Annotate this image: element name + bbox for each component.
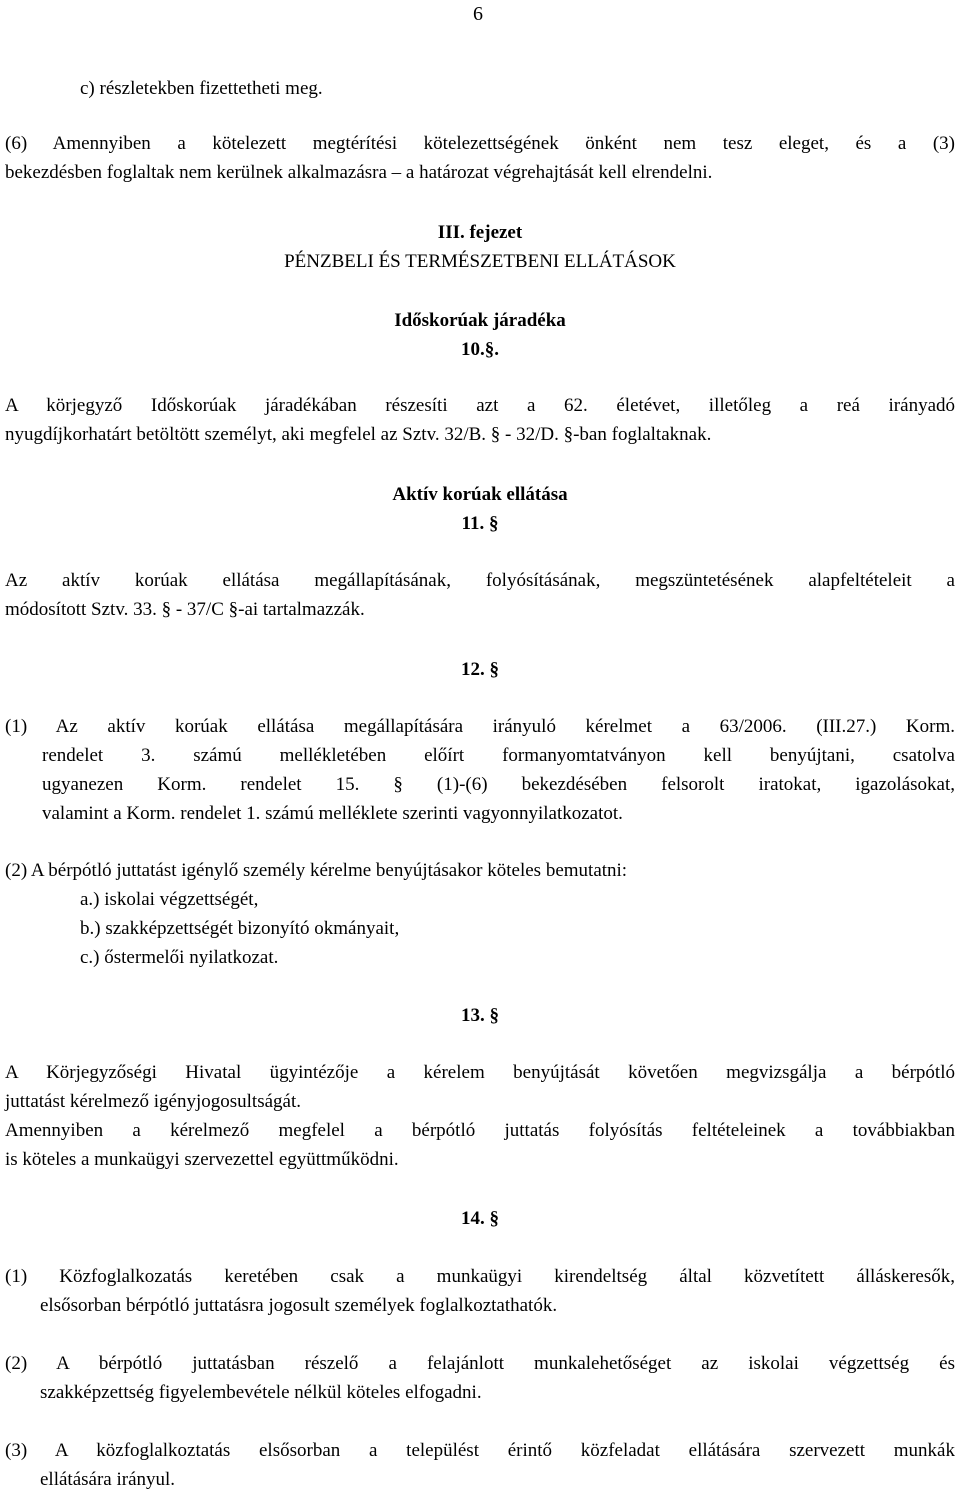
page-number: 6 — [473, 3, 483, 25]
paragraph-14-2-line-1: (2) A bérpótló juttatásban részelő a felajánlott munkalehetőséget az iskolai végzettség és — [5, 1353, 955, 1374]
paragraph-10-line-1: A körjegyző Időskorúak járadékában részesíti azt a 62. életévet, illetőleg a reá irányadó — [5, 395, 955, 416]
paragraph-12-2-item-c: c.) őstermelői nyilatkozat. — [80, 947, 279, 968]
paragraph-13-line-3: Amennyiben a kérelmező megfelel a bérpótló juttatás folyósítás feltételeinek a továbbiakban — [5, 1120, 955, 1141]
paragraph-14-1-line-2: elsősorban bérpótló juttatásra jogosult személyek foglalkoztathatók. — [40, 1295, 558, 1316]
paragraph-12-1-line-4: valamint a Korm. rendelet 1. számú melléklete szerinti vagyonnyilatkozatot. — [42, 803, 623, 824]
paragraph-number-14: 14. § — [461, 1208, 499, 1229]
paragraph-13-line-4: is köteles a munkaügyi szervezettel együttműködni. — [5, 1149, 399, 1170]
paragraph-number-11: 11. § — [461, 513, 499, 534]
paragraph-14-3-line-1: (3) A közfoglalkoztatás elsősorban a települést érintő közfeladat ellátására szervezett munkák — [5, 1440, 955, 1461]
chapter-number: III. fejezet — [437, 222, 523, 243]
paragraph-6-line-2: bekezdésben foglaltak nem kerülnek alkalmazásra – a határozat végrehajtását kell elrendelni. — [5, 162, 713, 183]
paragraph-14-1-line-1: (1) Közfoglalkozatás keretében csak a munkaügyi kirendeltség által közvetített álláskeresők, — [5, 1266, 955, 1287]
paragraph-14-2-line-2: szakképzettség figyelembevétele nélkül köteles elfogadni. — [40, 1382, 482, 1403]
paragraph-11-line-1: Az aktív korúak ellátása megállapításának, folyósításának, megszüntetésének alapfeltételeit a — [5, 570, 955, 591]
paragraph-number-12: 12. § — [461, 659, 499, 680]
paragraph-6-line-1: (6) Amennyiben a kötelezett megtérítési kötelezettségének önként nem tesz eleget, és a (3) — [5, 133, 955, 154]
paragraph-14-3-line-2: ellátására irányul. — [40, 1469, 176, 1490]
paragraph-10-line-2: nyugdíjkorhatárt betöltött személyt, aki megfelel az Sztv. 32/B. § - 32/D. §-ban foglaltaknak. — [5, 424, 712, 445]
paragraph-12-1-line-3: ugyanezen Korm. rendelet 15. § (1)-(6) bekezdésében felsorolt iratokat, igazolásokat, — [42, 774, 955, 795]
paragraph-11-line-2: módosított Sztv. 33. § - 37/C §-ai tartalmazzák. — [5, 599, 365, 620]
paragraph-12-2-item-b: b.) szakképzettségét bizonyító okmányait, — [80, 918, 400, 939]
paragraph-number-13: 13. § — [461, 1005, 499, 1026]
paragraph-12-1-line-1: (1) Az aktív korúak ellátása megállapítására irányuló kérelmet a 63/2006. (III.27.) Korm. — [5, 716, 955, 737]
continued-item-c: c) részletekben fizettetheti meg. — [80, 78, 323, 99]
section-heading-idoskoruak: Időskorúak járadéka — [394, 310, 566, 331]
paragraph-12-2-item-a: a.) iskolai végzettségét, — [80, 889, 259, 910]
paragraph-12-2-line-1: (2) A bérpótló juttatást igénylő személy kérelme benyújtásakor köteles bemutatni: — [5, 860, 628, 881]
chapter-title: PÉNZBELI ÉS TERMÉSZETBENI ELLÁTÁSOK — [284, 251, 676, 272]
paragraph-13-line-1: A Körjegyzőségi Hivatal ügyintézője a kérelem benyújtását követően megvizsgálja a bérpótló — [5, 1062, 955, 1083]
paragraph-13-line-2: juttatást kérelmező igényjogosultságát. — [5, 1091, 302, 1112]
paragraph-number-10: 10.§. — [461, 339, 499, 360]
section-heading-aktiv: Aktív korúak ellátása — [392, 484, 568, 505]
paragraph-12-1-line-2: rendelet 3. számú mellékletében előírt formanyomtatványon kell benyújtani, csatolva — [42, 745, 955, 766]
